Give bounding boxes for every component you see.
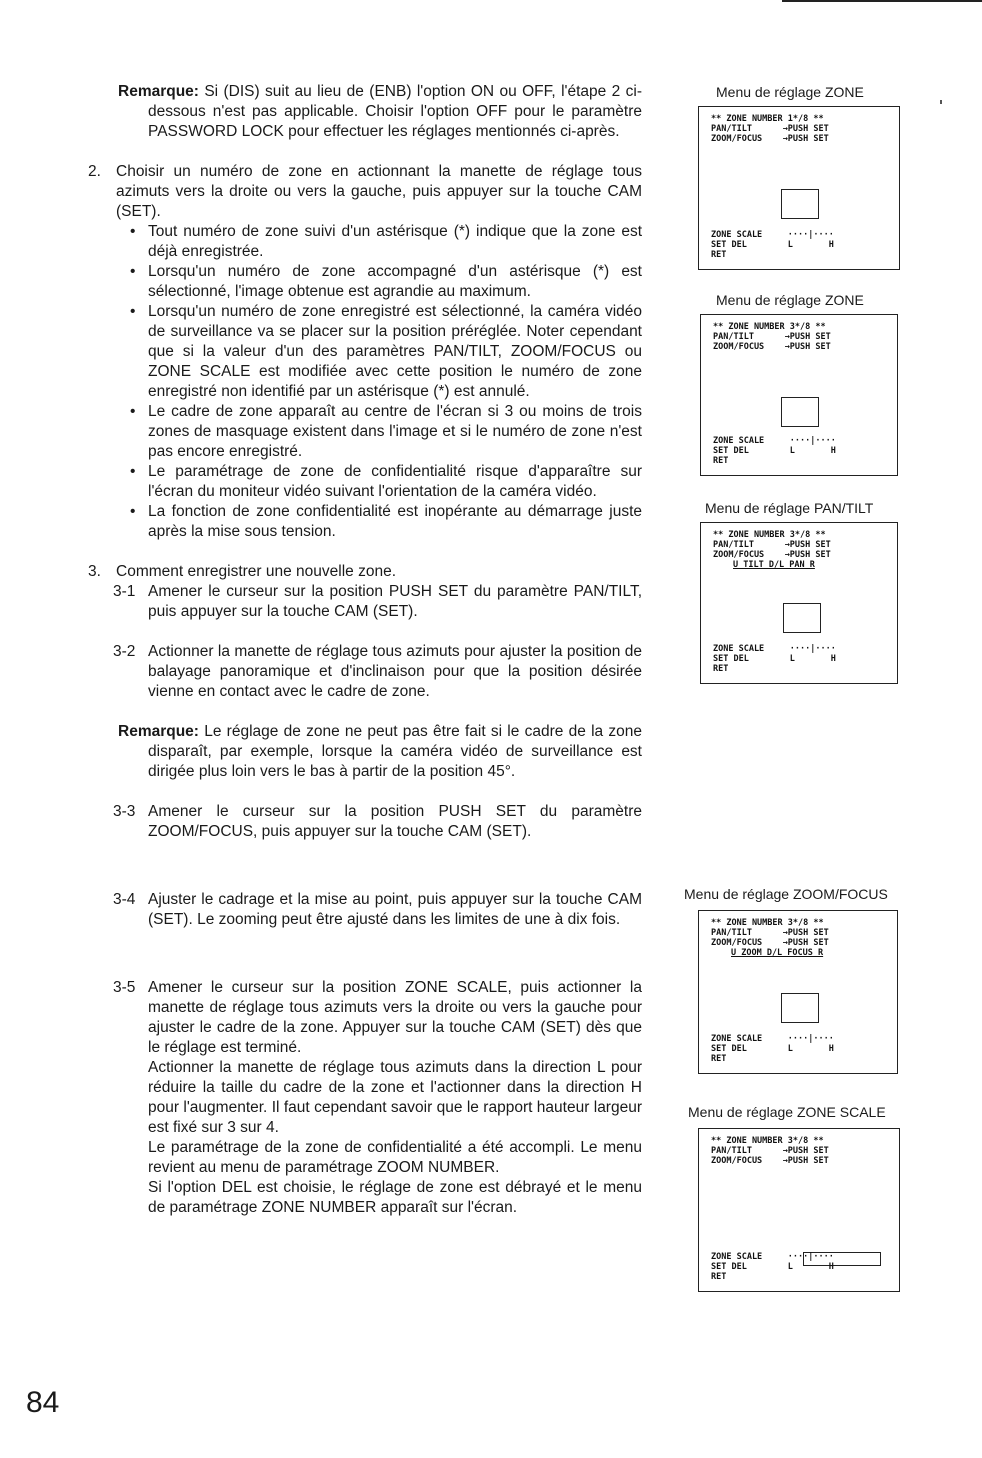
osd-line-zone-scale: ZONE SCALE ····|····: [711, 230, 834, 240]
substep-number: 3-5: [113, 979, 136, 996]
top-rule: [782, 0, 982, 2]
osd-line-direction-hint: U ZOOM D/L FOCUS R: [731, 948, 824, 958]
menu-title-zone: Menu de réglage ZONE: [716, 84, 864, 100]
margin-mark: [940, 100, 942, 104]
bullet-dot: •: [130, 463, 136, 480]
osd-line-set-del: SET DEL L H: [711, 1044, 834, 1054]
osd-line-ret: RET: [711, 1272, 727, 1282]
bullet-text: Lorsqu'un numéro de zone accompagné d'un astérisque (*) est sélectionné, l'image obtenue est agrandie au maximum.: [148, 263, 642, 300]
bullet-text: Lorsqu'un numéro de zone enregistré est sélectionné, la caméra vidéo de surveillance va se placer sur la position préréglée. Noter cependant que si la valeur d'un des paramètres PAN/TILT, ZOOM/FOCUS ou ZONE SCALE est modifiée avec cette position le numéro de zone enregistré non identifié par un astérisque (*) est annulé.: [148, 303, 642, 400]
bullet-item: [86, 402, 642, 462]
osd-line-zone-number: ** ZONE NUMBER 3*/8 **: [711, 918, 824, 928]
remark-dis: [86, 82, 642, 142]
remark-text: Le réglage de zone ne peut pas être fait si le cadre de la zone disparaît, par exemple, lorsque la caméra vidéo de surveillance est dirigée plus loin vers le bas à partir de la position 45°.: [148, 723, 642, 780]
substep-number: 3-3: [113, 803, 136, 820]
substep-paragraph: Si l'option DEL est choisie, le réglage de zone est débrayé et le menu de paramétrage ZONE NUMBER apparaît sur l'écran.: [148, 1179, 642, 1216]
bullet-text: La fonction de zone confidentialité est inopérante au démarrage juste après la mise sous tension.: [148, 503, 642, 540]
osd-line-ret: RET: [713, 664, 729, 674]
osd-line-pan-tilt: PAN/TILT →PUSH SET: [713, 540, 831, 550]
zone-frame: [781, 397, 819, 427]
osd-line-set-del: SET DEL L H: [711, 1262, 834, 1272]
osd-line-zoom-focus: ZOOM/FOCUS →PUSH SET: [713, 342, 831, 352]
osd-menu-zone-scale: [698, 1128, 900, 1292]
step-number: 2.: [88, 163, 101, 180]
osd-menu-pan-tilt: [700, 522, 898, 684]
osd-line-zone-number: ** ZONE NUMBER 3*/8 **: [711, 1136, 824, 1146]
step-text: Choisir un numéro de zone en actionnant la manette de réglage tous azimuts vers la droite ou vers la gauche, puis appuyer sur la touche CAM (SET).: [116, 163, 642, 220]
bullet-text: Le paramétrage de zone de confidentialité risque d'apparaître sur l'écran du moniteur vidéo suivant l'orientation de la caméra vidéo.: [148, 463, 642, 500]
remark-label: Remarque:: [118, 723, 199, 740]
bullet-item: [86, 502, 642, 542]
substep-text: Amener le curseur sur la position PUSH SET du paramètre PAN/TILT, puis appuyer sur la touche CAM (SET).: [148, 583, 642, 620]
substep-text: Actionner la manette de réglage tous azimuts pour ajuster la position de balayage panoramique et d'inclinaison pour que la position désirée vienne en contact avec le cadre de zone.: [148, 643, 642, 700]
osd-line-pan-tilt: PAN/TILT →PUSH SET: [711, 124, 829, 134]
osd-line-zoom-focus: ZOOM/FOCUS →PUSH SET: [711, 938, 829, 948]
substep-3-1: [86, 582, 642, 622]
bullet-dot: •: [130, 403, 136, 420]
osd-line-ret: RET: [713, 456, 729, 466]
substep-text: Amener le curseur sur la position ZONE SCALE, puis actionner la manette de réglage tous azimuts vers la droite ou vers la gauche pour ajuster le cadre de la zone. Appuyer sur la touche CAM (SET) dès que le réglage est terminé.: [148, 979, 642, 1056]
bullet-text: Le cadre de zone apparaît au centre de l'écran si 3 ou moins de trois zones de masquage existent dans l'image et si le numéro de zone n'est pas encore enregistré.: [148, 403, 642, 460]
zone-frame: [783, 603, 821, 633]
body-text-column: [86, 82, 642, 1218]
step-2: [86, 162, 642, 222]
substep-number: 3-2: [113, 643, 136, 660]
osd-line-zone-number: ** ZONE NUMBER 3*/8 **: [713, 530, 826, 540]
menu-title-zone-scale: Menu de réglage ZONE SCALE: [688, 1104, 886, 1120]
bullet-text: Tout numéro de zone suivi d'un astérisque (*) indique que la zone est déjà enregistrée.: [148, 223, 642, 260]
osd-line-zone-number: ** ZONE NUMBER 3*/8 **: [713, 322, 826, 332]
zone-frame: [781, 993, 819, 1023]
menu-title-zoom-focus: Menu de réglage ZOOM/FOCUS: [684, 886, 888, 902]
osd-line-zoom-focus: ZOOM/FOCUS →PUSH SET: [711, 1156, 829, 1166]
osd-line-set-del: SET DEL L H: [713, 654, 836, 664]
substep-text: Ajuster le cadrage et la mise au point, puis appuyer sur la touche CAM (SET). Le zooming peut être ajusté dans les limites de une à dix fois.: [148, 891, 642, 928]
osd-line-zoom-focus: ZOOM/FOCUS →PUSH SET: [713, 550, 831, 560]
substep-3-2: [86, 642, 642, 702]
bullet-item: [86, 222, 642, 262]
osd-line-zone-number: ** ZONE NUMBER 1*/8 **: [711, 114, 824, 124]
substep-number: 3-4: [113, 891, 136, 908]
page-number: 84: [26, 1386, 60, 1419]
osd-line-pan-tilt: PAN/TILT →PUSH SET: [713, 332, 831, 342]
remark-45deg: [86, 722, 642, 782]
osd-line-zoom-focus: ZOOM/FOCUS →PUSH SET: [711, 134, 829, 144]
substep-3-5: [86, 978, 642, 1058]
step-3: [86, 562, 642, 582]
osd-menu-zone: [700, 314, 898, 476]
substep-paragraph: Le paramétrage de la zone de confidentialité a été accompli. Le menu revient au menu de paramétrage ZOOM NUMBER.: [148, 1139, 642, 1176]
osd-line-zone-scale: ZONE SCALE ····|····: [713, 644, 836, 654]
step-number: 3.: [88, 563, 101, 580]
bullet-item: [86, 262, 642, 302]
remark-text: Si (DIS) suit au lieu de (ENB) l'option ON ou OFF, l'étape 2 ci-dessous n'est pas applicable. Choisir l'option OFF pour le paramètre PASSWORD LOCK pour effectuer les réglages mentionnés ci-après.: [148, 83, 642, 140]
bullet-item: [86, 462, 642, 502]
bullet-dot: •: [130, 263, 136, 280]
zone-frame: [781, 189, 819, 219]
substep-paragraph: Actionner la manette de réglage tous azimuts dans la direction L pour réduire la taille du cadre de la zone et l'actionner dans la direction H pour l'augmenter. Il faut cependant savoir que le rapport hauteur largeur est fixé sur 3 sur 4.: [148, 1059, 642, 1136]
osd-line-set-del: SET DEL L H: [713, 446, 836, 456]
substep-number: 3-1: [113, 583, 136, 600]
substep-text: Amener le curseur sur la position PUSH SET du paramètre ZOOM/FOCUS, puis appuyer sur la touche CAM (SET).: [148, 803, 642, 840]
substep-3-4: [86, 890, 642, 930]
bullet-item: [86, 302, 642, 402]
remark-label: Remarque:: [118, 83, 199, 100]
osd-line-pan-tilt: PAN/TILT →PUSH SET: [711, 1146, 829, 1156]
step-text: Comment enregistrer une nouvelle zone.: [116, 563, 397, 580]
osd-line-set-del: SET DEL L H: [711, 240, 834, 250]
osd-line-ret: RET: [711, 1054, 727, 1064]
osd-line-zone-scale: ZONE SCALE ····|····: [711, 1252, 834, 1262]
osd-menu-zoom-focus: [698, 910, 898, 1074]
osd-line-ret: RET: [711, 250, 727, 260]
substep-3-3: [86, 802, 642, 842]
menu-title-zone: Menu de réglage ZONE: [716, 292, 864, 308]
osd-line-zone-scale: ZONE SCALE ····|····: [713, 436, 836, 446]
menu-title-pan-tilt: Menu de réglage PAN/TILT: [705, 500, 874, 516]
bullet-dot: •: [130, 223, 136, 240]
bullet-dot: •: [130, 303, 136, 320]
osd-line-direction-hint: U TILT D/L PAN R: [733, 560, 815, 570]
bullet-dot: •: [130, 503, 136, 520]
osd-line-zone-scale: ZONE SCALE ····|····: [711, 1034, 834, 1044]
osd-menu-zone: [698, 106, 900, 270]
osd-line-pan-tilt: PAN/TILT →PUSH SET: [711, 928, 829, 938]
